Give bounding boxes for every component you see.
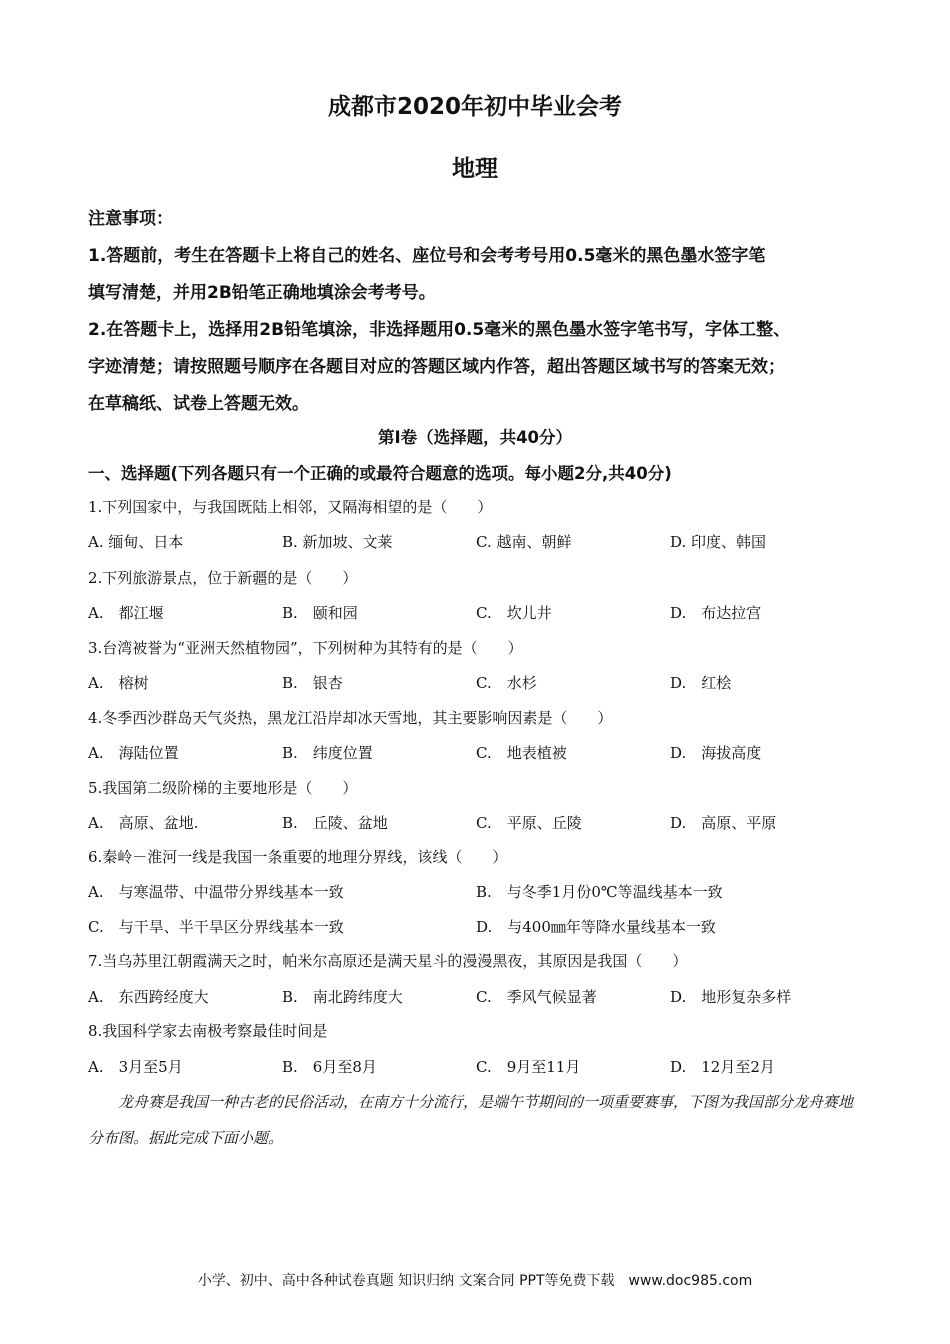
notice-line: 1.答题前，考生在答题卡上将自己的姓名、座位号和会考考号用0.5毫米的黑色墨水签字笔: [88, 246, 766, 266]
option-c: C. 平原、丘陵: [476, 814, 582, 832]
question-stem: 3.台湾被誉为“亚洲天然植物园”，下列树种为其特有的是（ ）: [88, 639, 523, 657]
question-stem: 5.我国第二级阶梯的主要地形是（ ）: [88, 779, 358, 797]
option-c: C. 季风气候显著: [476, 988, 597, 1006]
option-c: C. 9月至11月: [476, 1058, 581, 1076]
section-title: 一、选择题(下列各题只有一个正确的或最符合题意的选项。每小题2分,共40分): [88, 464, 672, 483]
option-a: A. 都江堰: [88, 604, 164, 622]
option-b: B. 6月至8月: [282, 1058, 377, 1076]
option-b: B. 南北跨纬度大: [282, 988, 403, 1006]
option-d: D. 与400㎜年等降水量线基本一致: [476, 918, 716, 936]
option-c: C. 地表植被: [476, 744, 567, 762]
footer-note: 小学、初中、高中各种试卷真题 知识归纳 文案合同 PPT等免费下载 www.doc985.com: [197, 1273, 753, 1289]
question-stem: 7.当乌苏里江朝霞满天之时，帕米尔高原还是满天星斗的漫漫黑夜，其原因是我国（ ）: [88, 952, 688, 970]
option-a: A. 3月至5月: [88, 1058, 183, 1076]
option-c: C. 越南、朝鲜: [476, 533, 572, 551]
option-c: C. 与干旱、半干旱区分界线基本一致: [88, 918, 344, 936]
option-b: B. 颐和园: [282, 604, 358, 622]
notice-line: 在草稿纸、试卷上答题无效。: [88, 394, 309, 414]
part-title: 第Ⅰ卷（选择题，共40分）: [377, 428, 573, 447]
question-stem: 2.下列旅游景点，位于新疆的是（ ）: [88, 569, 358, 587]
option-b: B. 银杏: [282, 674, 343, 692]
option-d: D. 12月至2月: [670, 1058, 775, 1076]
option-c: C. 坎儿井: [476, 604, 552, 622]
question-stem: 1.下列国家中，与我国既陆上相邻，又隔海相望的是（ ）: [88, 498, 493, 516]
question-stem: 6.秦岭－淮河一线是我国一条重要的地理分界线，该线（ ）: [88, 848, 508, 866]
option-a: A. 高原、盆地.: [88, 814, 199, 832]
notice-line: 2.在答题卡上，选择用2B铅笔填涂，非选择题用0.5毫米的黑色墨水签字笔书写，字体工整、: [88, 320, 791, 340]
option-b: B. 新加坡、文莱: [282, 533, 393, 551]
question-stem: 8.我国科学家去南极考察最佳时间是: [88, 1022, 328, 1040]
option-a: A. 东西跨经度大: [88, 988, 209, 1006]
option-d: D. 布达拉宫: [670, 604, 762, 622]
option-a: A. 缅甸、日本: [88, 533, 184, 551]
option-d: D. 印度、韩国: [670, 533, 767, 551]
option-d: D. 海拔高度: [670, 744, 762, 762]
option-d: D. 红桧: [670, 674, 732, 692]
notice-line: 填写清楚，并用2B铅笔正确地填涂会考考号。: [88, 283, 436, 303]
notice-line: 字迹清楚；请按照题号顺序在各题目对应的答题区域内作答，超出答题区域书写的答案无效；: [88, 357, 785, 377]
option-b: B. 丘陵、盆地: [282, 814, 388, 832]
question-stem: 4.冬季西沙群岛天气炎热，黑龙江沿岸却冰天雪地，其主要影响因素是（ ）: [88, 709, 613, 727]
option-a: A. 榕树: [88, 674, 149, 692]
option-b: B. 与冬季1月份0℃等温线基本一致: [476, 883, 723, 901]
option-c: C. 水杉: [476, 674, 537, 692]
option-a: A. 与寒温带、中温带分界线基本一致: [88, 883, 344, 901]
notice-heading: 注意事项：: [88, 209, 173, 229]
option-d: D. 高原、平原: [670, 814, 777, 832]
reading-passage: 龙舟赛是我国一种古老的民俗活动，在南方十分流行，是端午节期间的一项重要赛事，下图为我国部分龙舟赛地分布图。据此完成下面小题。: [88, 1093, 854, 1147]
subject-title: 地理: [452, 156, 498, 182]
option-a: A. 海陆位置: [88, 744, 179, 762]
exam-title: 成都市2020年初中毕业会考: [327, 94, 622, 120]
option-d: D. 地形复杂多样: [670, 988, 792, 1006]
option-b: B. 纬度位置: [282, 744, 373, 762]
